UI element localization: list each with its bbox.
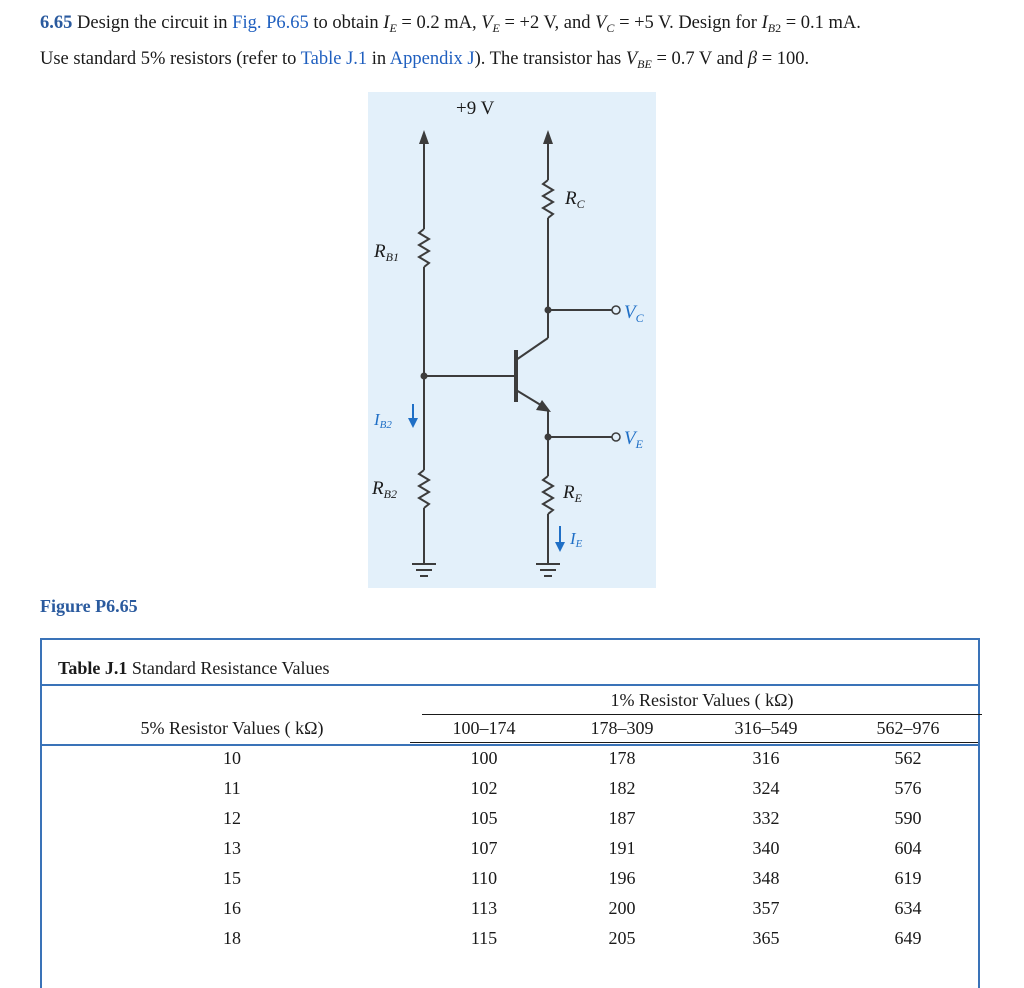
table-cell: 12 <box>223 808 241 828</box>
table-cell: 619 <box>894 868 922 888</box>
table-cell: 11 <box>223 778 241 798</box>
junction-dot <box>545 307 552 314</box>
table-cell: 340 <box>752 838 780 858</box>
beta-symbol: β <box>747 49 758 69</box>
problem-text: Use standard 5% resistors (refer to <box>40 49 301 69</box>
vbe-subscript: BE <box>637 57 652 71</box>
ve-subscript: E <box>492 21 500 35</box>
one-percent-header: 1% Resistor Values ( kΩ) <box>610 690 794 710</box>
table-link[interactable]: Table J.1 <box>300 49 368 69</box>
table-cell: 178 <box>608 748 636 768</box>
table-cell: 100 <box>470 748 498 768</box>
table-cell: 576 <box>894 778 922 798</box>
table-cell: 590 <box>894 808 922 828</box>
problem-number: 6.65 <box>40 13 73 33</box>
problem-line-2 <box>40 44 1000 80</box>
ie-label: IE <box>570 529 583 550</box>
table-cell: 649 <box>894 928 922 948</box>
ib-value: = 0.1 mA. <box>781 13 861 33</box>
header-underline <box>410 742 978 743</box>
junction-dot <box>545 434 552 441</box>
problem-text: ). The transistor has <box>474 49 626 69</box>
supply-label: +9 V <box>456 98 495 119</box>
vc-symbol: V <box>595 13 607 33</box>
table-cell: 357 <box>752 898 780 918</box>
table-cell: 105 <box>470 808 498 828</box>
figure-caption: Figure P6.65 <box>40 596 138 616</box>
table-cell: 205 <box>608 928 636 948</box>
ie-subscript: E <box>389 21 397 35</box>
re-label: $R_E$ <box>563 482 582 505</box>
circuit-figure <box>368 92 656 588</box>
table-cell: 604 <box>894 838 922 858</box>
problem-text: in <box>367 49 390 69</box>
table-cell: 107 <box>470 838 498 858</box>
table-cell: 182 <box>608 778 636 798</box>
vc-value: = +5 V. Design for <box>614 13 762 33</box>
table-cell: 191 <box>608 838 636 858</box>
table-cell: 16 <box>223 898 241 918</box>
figure-link[interactable]: Fig. P6.65 <box>232 13 309 33</box>
table-cell: 10 <box>223 748 241 768</box>
table-cell: 332 <box>752 808 780 828</box>
ib2-label: IB2 <box>374 410 392 431</box>
ib-symbol: I <box>761 13 768 33</box>
range-header: 562–976 <box>876 718 940 738</box>
table-cell: 324 <box>752 778 780 798</box>
table-cell: 110 <box>470 868 498 888</box>
ie-value: = 0.2 mA, <box>396 13 482 33</box>
rc-label: $R_C$ <box>565 188 585 211</box>
figure-background <box>368 92 656 588</box>
vc-subscript: C <box>606 21 615 35</box>
table-cell: 102 <box>470 778 498 798</box>
table-cell: 196 <box>608 868 636 888</box>
table-cell: 316 <box>752 748 780 768</box>
range-header: 100–174 <box>452 718 516 738</box>
problem-text: Design the circuit in <box>72 13 233 33</box>
five-percent-header: 5% Resistor Values ( kΩ) <box>140 718 324 738</box>
table-title-text: Standard Resistance Values <box>127 658 330 678</box>
problem-line-1 <box>40 8 1000 44</box>
header-underline <box>422 714 982 715</box>
vc-label: $V_C$ <box>624 302 644 325</box>
table-cell: 13 <box>223 838 241 858</box>
table-cell: 200 <box>608 898 636 918</box>
range-header: 316–549 <box>734 718 798 738</box>
rb2-label: $R_{B2}$ <box>372 478 397 501</box>
table-title <box>58 658 329 679</box>
table-cell: 18 <box>223 928 241 948</box>
junction-dot <box>421 373 428 380</box>
table-cell: 187 <box>608 808 636 828</box>
ve-symbol: V <box>481 13 493 33</box>
ie-symbol: I <box>383 13 390 33</box>
problem-statement <box>40 8 1000 80</box>
beta-value: = 100. <box>757 49 810 69</box>
table-cell: 634 <box>894 898 922 918</box>
vbe-value: = 0.7 V and <box>651 49 748 69</box>
table-cell: 15 <box>223 868 241 888</box>
appendix-link[interactable]: Appendix J <box>389 49 475 69</box>
ve-label: $V_E$ <box>624 428 643 451</box>
table-cell: 365 <box>752 928 780 948</box>
problem-text: to obtain <box>308 13 384 33</box>
table-cell: 562 <box>894 748 922 768</box>
vbe-symbol: V <box>625 49 638 69</box>
ib-subscript-2: 2 <box>775 21 782 35</box>
table-rule <box>42 744 978 746</box>
ve-value: = +2 V, and <box>499 13 596 33</box>
table-cell: 115 <box>470 928 498 948</box>
table-rule <box>42 684 978 686</box>
ib-subscript: B <box>767 21 776 35</box>
rb1-label: $R_{B1}$ <box>374 241 399 264</box>
resistance-table <box>40 638 980 988</box>
table-title-bold: Table J.1 <box>58 658 128 678</box>
table-cell: 348 <box>752 868 780 888</box>
range-header: 178–309 <box>590 718 654 738</box>
table-cell: 113 <box>470 898 498 918</box>
